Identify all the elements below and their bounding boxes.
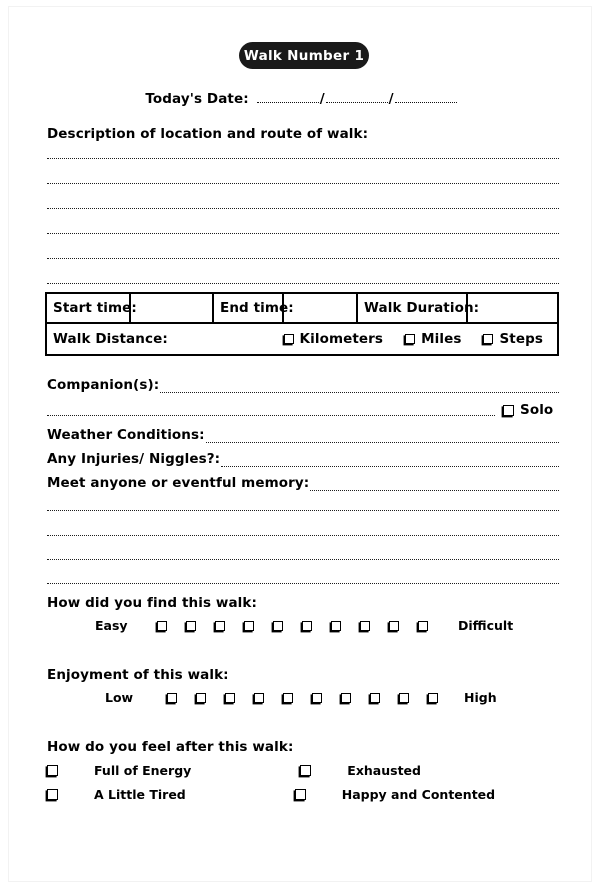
companions-input-line-2[interactable] (47, 404, 495, 416)
feelings-row-1 (47, 763, 559, 778)
duration-label-cell (356, 294, 480, 322)
difficulty-scale (47, 618, 559, 633)
enjoyment-checkbox-4[interactable] (254, 693, 264, 703)
enjoyment-scale (47, 690, 559, 705)
feeling-label-full-of-energy: Full of Energy (94, 763, 192, 778)
unit-option-miles[interactable] (405, 331, 461, 347)
checkbox-icon-miles[interactable] (405, 334, 415, 344)
difficulty-checkbox-7[interactable] (331, 621, 341, 631)
end-time-input[interactable] (282, 294, 356, 322)
difficulty-checkbox-1[interactable] (157, 621, 167, 631)
enjoyment-checkbox-6[interactable] (312, 693, 322, 703)
walk-number-badge-label: Walk Number 1 (243, 47, 365, 64)
todays-date-row (45, 91, 557, 107)
difficulty-checkbox-4[interactable] (244, 621, 254, 631)
end-time-label: End time: (220, 300, 294, 316)
feeling-label-a-little-tired: A Little Tired (94, 787, 186, 802)
enjoyment-checkbox-8[interactable] (370, 693, 380, 703)
feelings-row-2 (47, 787, 559, 802)
distance-row (47, 324, 557, 354)
feelings-question: How do you feel after this walk: (47, 739, 294, 755)
enjoyment-checkbox-9[interactable] (399, 693, 409, 703)
description-line-2[interactable] (47, 183, 559, 184)
date-month-field[interactable] (326, 91, 388, 103)
memory-label: Meet anyone or eventful memory: (47, 475, 310, 491)
enjoyment-checkbox-5[interactable] (283, 693, 293, 703)
walk-duration-input[interactable] (466, 294, 557, 322)
feeling-option-happy-and-contented[interactable] (295, 787, 495, 802)
difficulty-scale-boxes (157, 621, 428, 631)
enjoyment-checkbox-7[interactable] (341, 693, 351, 703)
difficulty-checkbox-10[interactable] (418, 621, 428, 631)
difficulty-checkbox-8[interactable] (360, 621, 370, 631)
todays-date-label: Today's Date: (145, 91, 249, 107)
memory-input[interactable] (310, 479, 559, 491)
companions-row (47, 377, 559, 393)
weather-row (47, 427, 559, 443)
date-separator-1: / (319, 91, 325, 107)
companions-input[interactable] (160, 381, 559, 393)
companions-continuation-row (47, 402, 559, 418)
walk-distance-cell[interactable] (47, 324, 284, 354)
difficulty-question: How did you find this walk: (47, 595, 257, 611)
walk-duration-label: Walk Duration: (364, 300, 480, 316)
date-day-field[interactable] (257, 91, 319, 103)
injuries-input[interactable] (221, 455, 559, 467)
checkbox-icon-happy-and-contented[interactable] (295, 789, 306, 800)
checkbox-icon-a-little-tired[interactable] (47, 789, 58, 800)
start-time-input[interactable] (129, 294, 212, 322)
end-time-label-cell (212, 294, 294, 322)
weather-label: Weather Conditions: (47, 427, 205, 443)
description-line-6[interactable] (47, 283, 559, 284)
injuries-row (47, 451, 559, 467)
description-line-1[interactable] (47, 158, 559, 159)
checkbox-icon-kilometers[interactable] (284, 334, 294, 344)
date-year-field[interactable] (395, 91, 457, 103)
memory-line-2[interactable] (47, 535, 559, 536)
checkbox-icon-full-of-energy[interactable] (47, 765, 58, 776)
feeling-option-a-little-tired[interactable] (47, 787, 186, 802)
start-time-label: Start time: (53, 300, 137, 316)
description-line-3[interactable] (47, 208, 559, 209)
walk-number-badge (239, 42, 369, 69)
difficulty-low-label: Easy (95, 618, 128, 633)
injuries-label: Any Injuries/ Niggles?: (47, 451, 221, 467)
solo-label: Solo (520, 402, 554, 418)
walk-distance-label: Walk Distance: (53, 331, 168, 347)
worksheet-sheet (8, 6, 592, 882)
date-separator-2: / (388, 91, 394, 107)
difficulty-checkbox-9[interactable] (389, 621, 399, 631)
start-time-label-cell (47, 294, 137, 322)
solo-option[interactable] (503, 402, 553, 418)
memory-line-3[interactable] (47, 559, 559, 560)
feeling-label-happy-and-contented: Happy and Contented (341, 787, 496, 802)
unit-label-miles: Miles (421, 331, 462, 347)
enjoyment-low-label: Low (105, 690, 134, 705)
unit-label-steps: Steps (499, 331, 543, 347)
memory-line-4[interactable] (47, 583, 559, 584)
description-line-5[interactable] (47, 258, 559, 259)
checkbox-icon-exhausted[interactable] (300, 765, 311, 776)
feeling-option-full-of-energy[interactable] (47, 763, 191, 778)
enjoyment-checkbox-10[interactable] (428, 693, 438, 703)
checkbox-icon-steps[interactable] (483, 334, 493, 344)
unit-label-kilometers: Kilometers (299, 331, 384, 347)
unit-option-kilometers[interactable] (284, 331, 384, 347)
difficulty-high-label: Difficult (458, 618, 514, 633)
difficulty-checkbox-3[interactable] (215, 621, 225, 631)
memory-line-1[interactable] (47, 510, 559, 511)
enjoyment-checkbox-2[interactable] (196, 693, 206, 703)
enjoyment-scale-boxes (167, 693, 438, 703)
description-label: Description of location and route of walk: (47, 126, 369, 142)
enjoyment-high-label: High (464, 690, 497, 705)
difficulty-checkbox-5[interactable] (273, 621, 283, 631)
distance-unit-options (284, 324, 557, 354)
unit-option-steps[interactable] (483, 331, 543, 347)
enjoyment-checkbox-3[interactable] (225, 693, 235, 703)
feeling-option-exhausted[interactable] (300, 763, 421, 778)
enjoyment-checkbox-1[interactable] (167, 693, 177, 703)
feeling-label-exhausted: Exhausted (347, 763, 421, 778)
difficulty-checkbox-2[interactable] (186, 621, 196, 631)
walk-stats-table (45, 292, 559, 356)
enjoyment-question: Enjoyment of this walk: (47, 667, 229, 683)
times-row (47, 294, 557, 324)
memory-row (47, 475, 559, 491)
weather-input[interactable] (206, 431, 559, 443)
companions-label: Companion(s): (47, 377, 160, 393)
description-line-4[interactable] (47, 233, 559, 234)
checkbox-icon-solo[interactable] (503, 405, 514, 416)
difficulty-checkbox-6[interactable] (302, 621, 312, 631)
